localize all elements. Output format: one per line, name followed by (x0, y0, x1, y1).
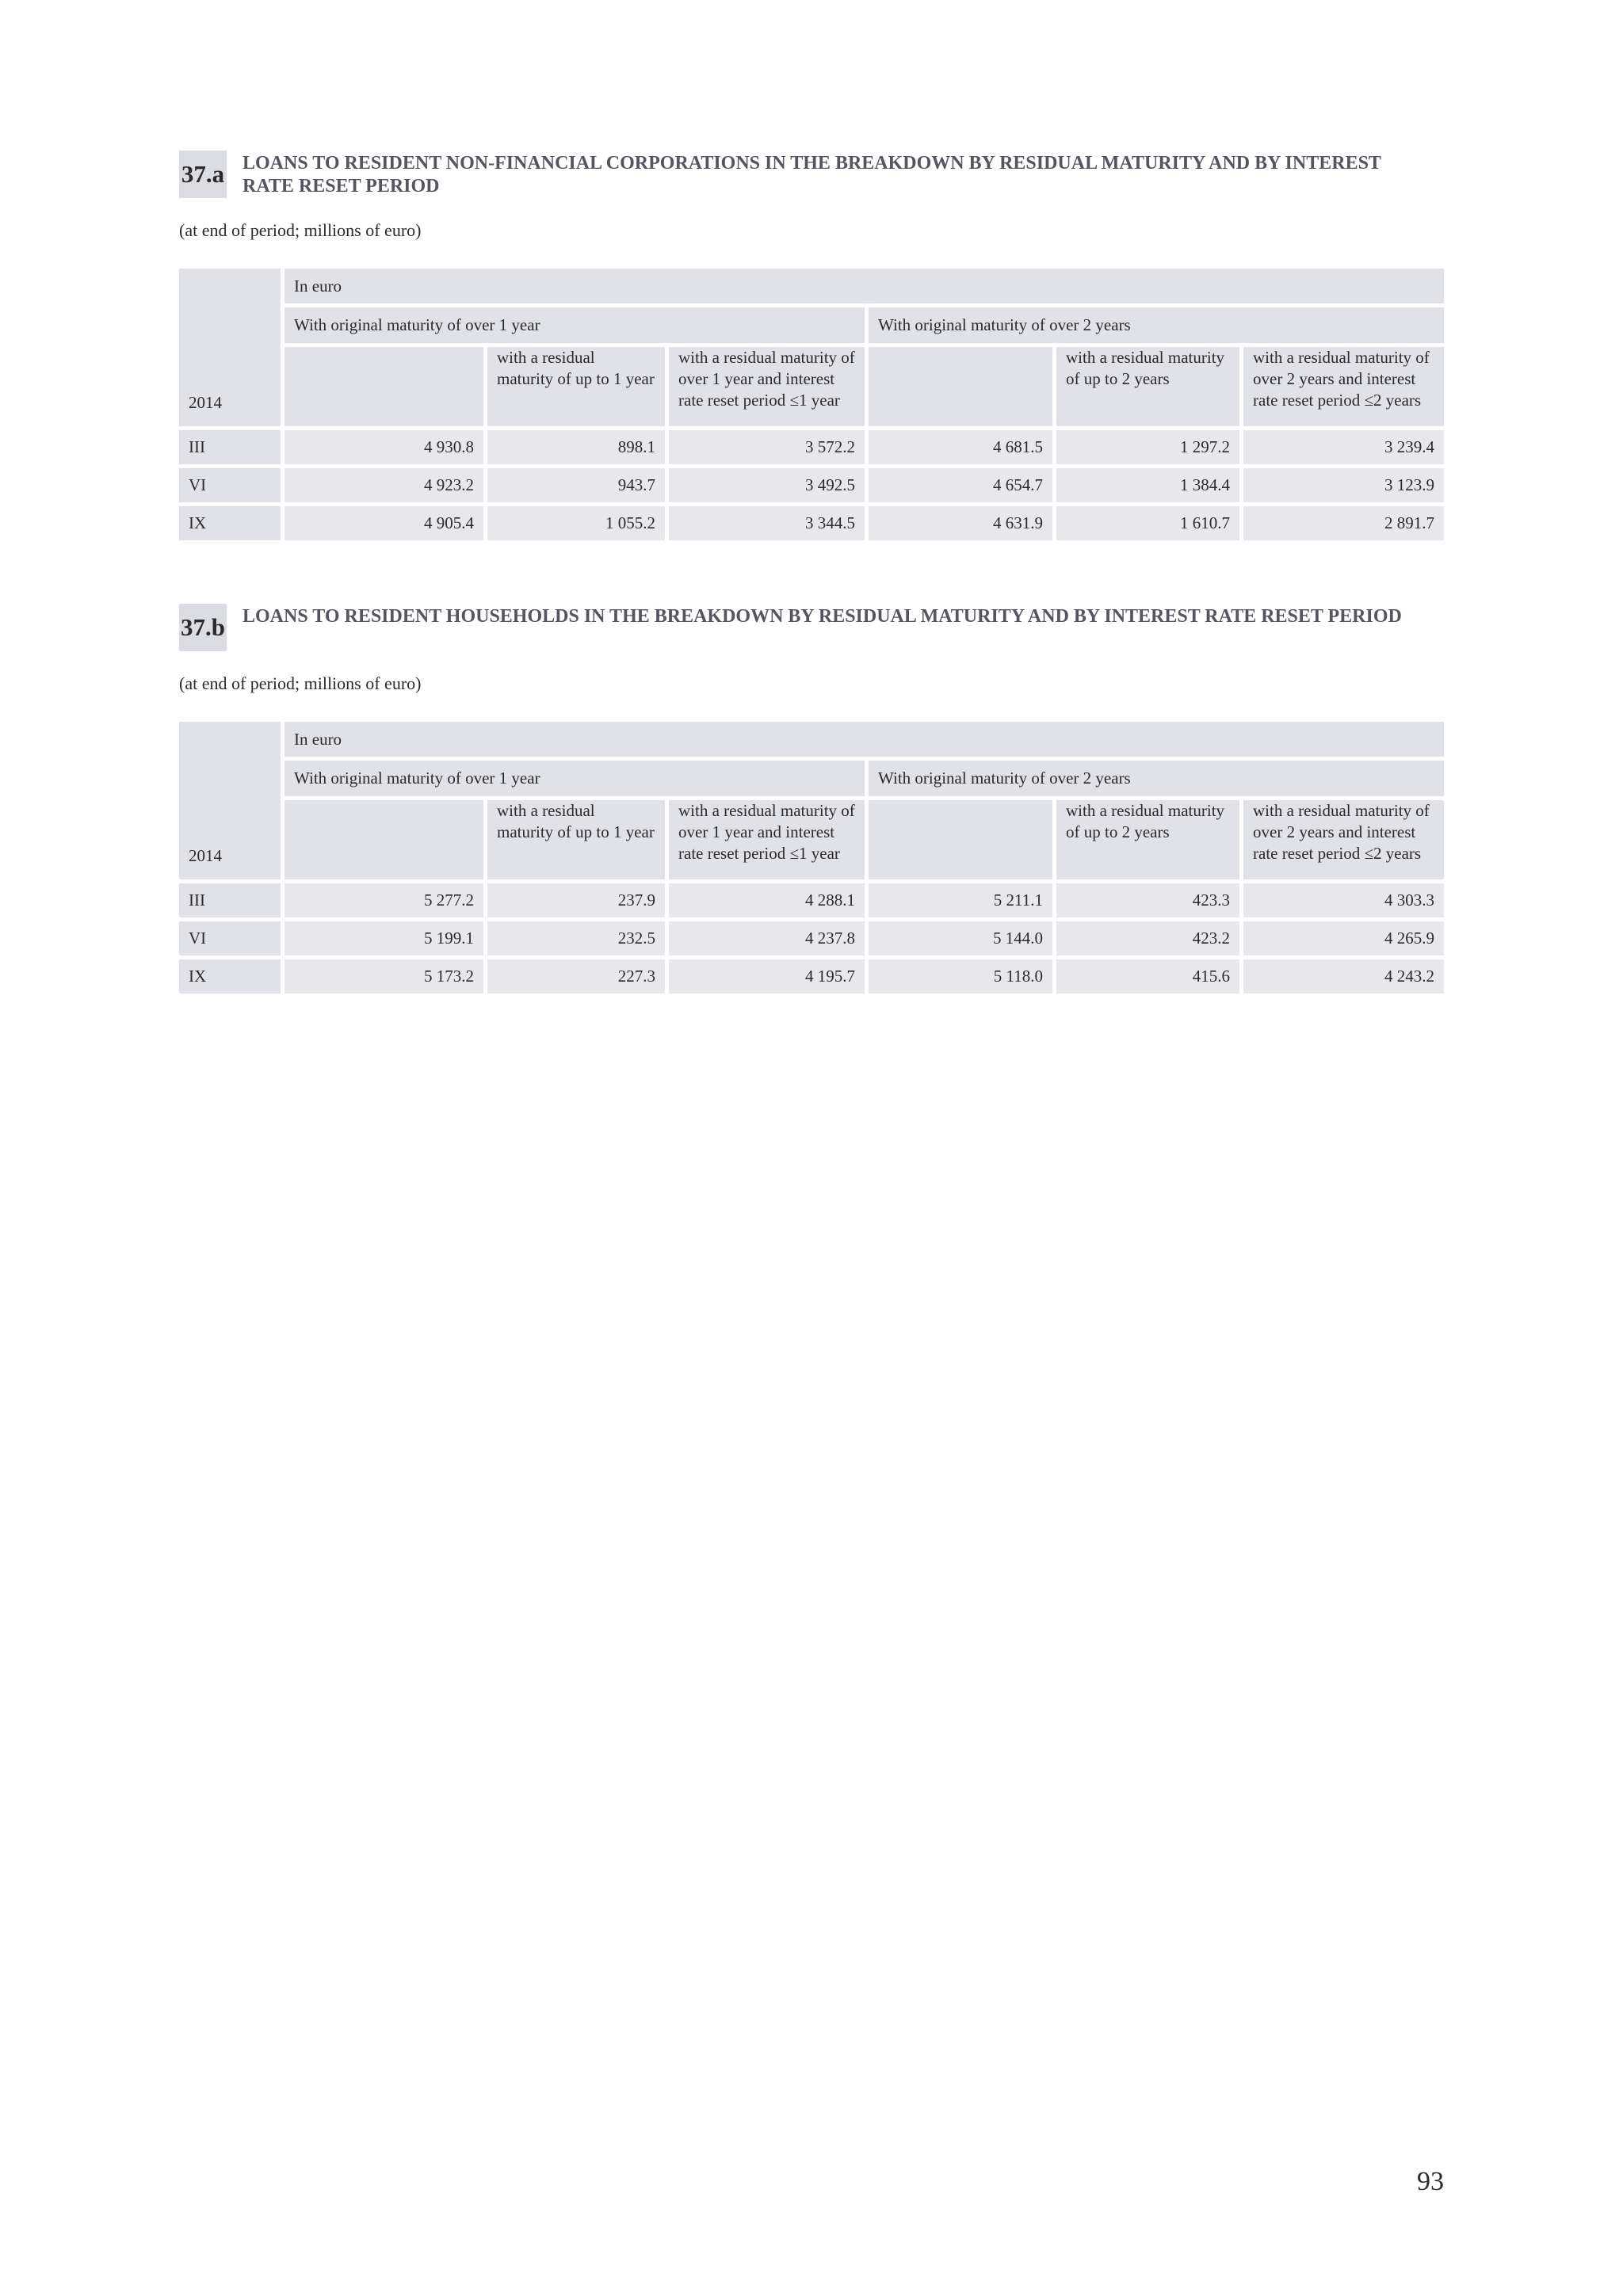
page-number: 93 (1417, 2167, 1444, 2196)
data-cell: 1 610.7 (1056, 506, 1239, 540)
data-cell: 415.6 (1056, 959, 1239, 994)
total-over-1-year-header (285, 347, 483, 426)
data-cell: 3 572.2 (669, 430, 865, 464)
table-row (179, 921, 1444, 955)
table-37b-tag: 37.b (179, 604, 227, 651)
data-cell: 423.2 (1056, 921, 1239, 955)
data-cell: 4 654.7 (869, 468, 1052, 502)
data-cell: 5 118.0 (869, 959, 1052, 994)
table-37a (175, 265, 1448, 544)
total-over-1-year-header (285, 800, 483, 879)
table-37a-unit: (at end of period; millions of euro) (179, 220, 422, 240)
data-cell: 4 923.2 (285, 468, 483, 502)
table-row (179, 506, 1444, 540)
data-cell: 1 384.4 (1056, 468, 1239, 502)
table-row (179, 883, 1444, 917)
data-cell: 4 930.8 (285, 430, 483, 464)
data-cell: 898.1 (487, 430, 665, 464)
group-over-2-years-header: With original maturity of over 2 years (869, 761, 1444, 796)
total-over-2-years-header (869, 347, 1052, 426)
year-header: 2014 (179, 722, 281, 879)
data-cell: 4 243.2 (1243, 959, 1444, 994)
table-37b-unit: (at end of period; millions of euro) (179, 673, 422, 693)
period-label: IX (179, 506, 281, 540)
table-37b-section (179, 604, 1444, 997)
table-37a-title-row (179, 151, 1444, 201)
data-cell: 4 195.7 (669, 959, 865, 994)
year-header: 2014 (179, 269, 281, 426)
data-cell: 3 239.4 (1243, 430, 1444, 464)
residual-over-1-year-reset-header: with a residual maturity of over 1 year and interest rate reset period ≤1 year (669, 347, 865, 426)
table-37b-title-row (179, 604, 1444, 654)
data-cell: 4 905.4 (285, 506, 483, 540)
data-cell: 237.9 (487, 883, 665, 917)
table-row (179, 959, 1444, 994)
data-cell: 1 297.2 (1056, 430, 1239, 464)
period-label: VI (179, 921, 281, 955)
table-row (179, 430, 1444, 464)
data-cell: 5 144.0 (869, 921, 1052, 955)
period-label: III (179, 883, 281, 917)
data-cell: 5 199.1 (285, 921, 483, 955)
data-cell: 232.5 (487, 921, 665, 955)
group-over-2-years-header: With original maturity of over 2 years (869, 307, 1444, 343)
data-cell: 943.7 (487, 468, 665, 502)
data-cell: 4 288.1 (669, 883, 865, 917)
in-euro-header: In euro (285, 269, 1444, 303)
data-cell: 4 265.9 (1243, 921, 1444, 955)
data-cell: 5 211.1 (869, 883, 1052, 917)
residual-up-to-2-years-header: with a residual maturity of up to 2 years (1056, 800, 1239, 879)
data-cell: 4 681.5 (869, 430, 1052, 464)
residual-over-2-years-reset-header: with a residual maturity of over 2 years and interest rate reset period ≤2 years (1243, 347, 1444, 426)
data-cell: 5 277.2 (285, 883, 483, 917)
residual-over-1-year-reset-header: with a residual maturity of over 1 year and interest rate reset period ≤1 year (669, 800, 865, 879)
in-euro-header: In euro (285, 722, 1444, 757)
table-37a-tag: 37.a (179, 151, 227, 198)
residual-over-2-years-reset-header: with a residual maturity of over 2 years and interest rate reset period ≤2 years (1243, 800, 1444, 879)
data-cell: 3 123.9 (1243, 468, 1444, 502)
group-over-1-year-header: With original maturity of over 1 year (285, 761, 865, 796)
data-cell: 423.3 (1056, 883, 1239, 917)
table-37b-title: LOANS TO RESIDENT HOUSEHOLDS IN THE BREAKDOWN BY RESIDUAL MATURITY AND BY INTEREST RATE RESET PERIOD (242, 606, 1402, 627)
data-cell: 3 344.5 (669, 506, 865, 540)
residual-up-to-1-year-header: with a residual maturity of up to 1 year (487, 347, 665, 426)
table-37b (175, 718, 1448, 997)
data-cell: 1 055.2 (487, 506, 665, 540)
period-label: VI (179, 468, 281, 502)
data-cell: 4 303.3 (1243, 883, 1444, 917)
data-cell: 227.3 (487, 959, 665, 994)
residual-up-to-2-years-header: with a residual maturity of up to 2 years (1056, 347, 1239, 426)
table-37a-section (179, 151, 1444, 544)
data-cell: 3 492.5 (669, 468, 865, 502)
residual-up-to-1-year-header: with a residual maturity of up to 1 year (487, 800, 665, 879)
data-cell: 4 237.8 (669, 921, 865, 955)
data-cell: 5 173.2 (285, 959, 483, 994)
period-label: IX (179, 959, 281, 994)
total-over-2-years-header (869, 800, 1052, 879)
data-cell: 4 631.9 (869, 506, 1052, 540)
data-cell: 2 891.7 (1243, 506, 1444, 540)
group-over-1-year-header: With original maturity of over 1 year (285, 307, 865, 343)
table-37a-title: LOANS TO RESIDENT NON-FINANCIAL CORPORATIONS IN THE BREAKDOWN BY RESIDUAL MATURITY AND BY INTEREST RATE RESET PERIOD (242, 153, 1381, 196)
period-label: III (179, 430, 281, 464)
table-row (179, 468, 1444, 502)
